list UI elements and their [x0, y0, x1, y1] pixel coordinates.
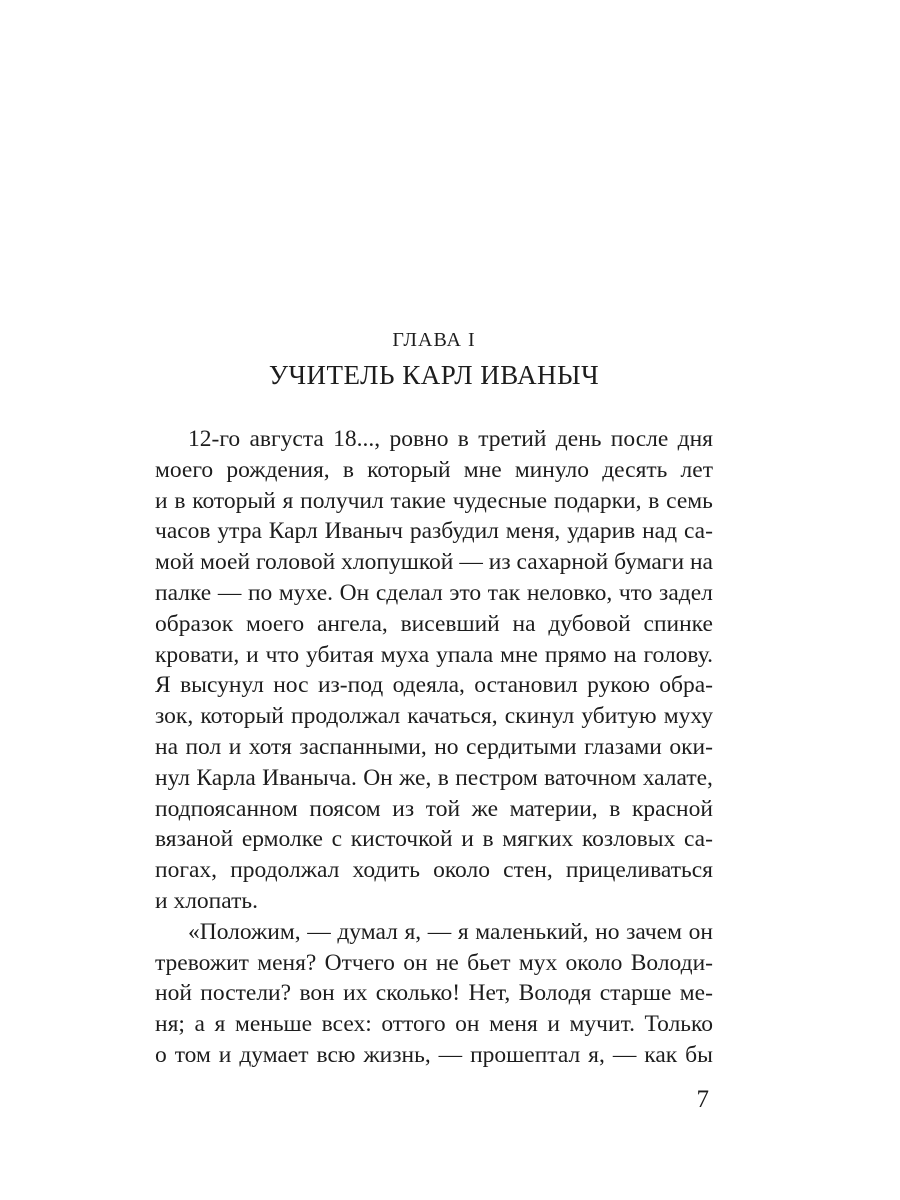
- text-line: на пол и хотя заспанными, но сердитыми глазами оки-: [155, 733, 713, 760]
- text-line: моего рождения, в который мне минуло десять лет: [155, 456, 713, 483]
- text-line: ной постели? вон их сколько! Нет, Володя старше ме-: [155, 980, 713, 1007]
- text-line: Я высунул нос из-под одеяла, остановил рукою обра-: [155, 672, 713, 699]
- body-text: [155, 424, 713, 1071]
- text-line: кровати, и что убитая муха упала мне прямо на голову.: [155, 641, 713, 668]
- chapter-title: УЧИТЕЛЬ КАРЛ ИВАНЫЧ: [268, 360, 600, 390]
- text-line: вязаной ермолке с кисточкой и в мягких козловых са-: [155, 826, 713, 853]
- text-line: и хлопать.: [155, 887, 258, 914]
- text-line: погах, продолжал ходить около стен, прицеливаться: [155, 857, 713, 884]
- text-line: мой моей головой хлопушкой — из сахарной бумаги на: [155, 549, 713, 576]
- text-line: образок моего ангела, висевший на дубовой спинке: [155, 610, 713, 637]
- text-line: часов утра Карл Иваныч разбудил меня, ударив над са-: [155, 518, 713, 545]
- chapter-label: ГЛАВА I: [392, 329, 476, 351]
- text-line: тревожит меня? Отчего он не бьет мух около Володи-: [155, 949, 713, 976]
- text-line: подпоясанном поясом из той же материи, в красной: [155, 795, 713, 822]
- page-number: 7: [696, 1086, 709, 1113]
- text-line: о том и думает всю жизнь, — прошептал я, — как бы: [155, 1041, 713, 1068]
- text-line: зок, который продолжал качаться, скинул убитую муху: [155, 703, 713, 730]
- text-line: ня; а я меньше всех: оттого он меня и мучит. Только: [155, 1011, 713, 1038]
- text-line: 12-го августа 18..., ровно в третий день после дня: [188, 426, 713, 452]
- text-line: и в который я получил такие чудесные подарки, в семь: [155, 487, 713, 514]
- text-line: палке — по мухе. Он сделал это так неловко, что задел: [155, 579, 713, 606]
- text-line: «Положим, — думал я, — я маленький, но зачем он: [188, 918, 713, 945]
- text-line: нул Карла Иваныча. Он же, в пестром ваточном халате,: [155, 764, 713, 791]
